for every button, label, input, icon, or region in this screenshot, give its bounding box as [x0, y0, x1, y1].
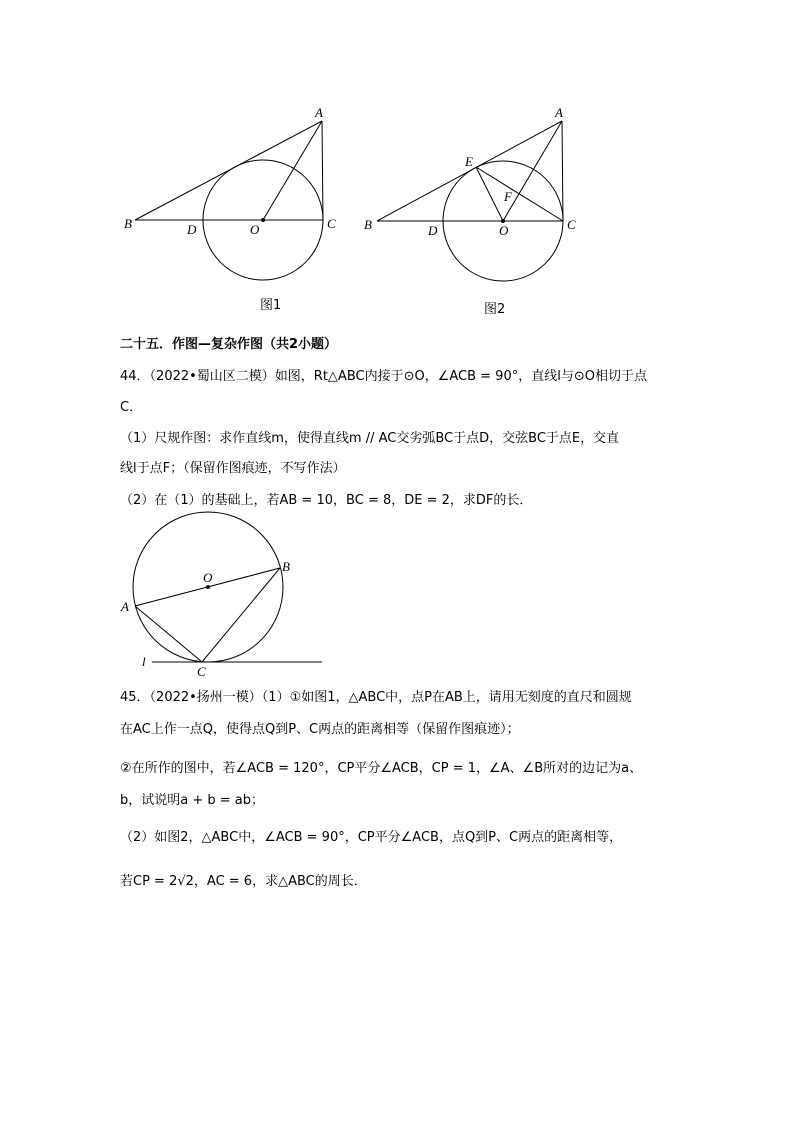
fig2-label-O: O — [499, 223, 509, 238]
fig44-line-BC — [202, 568, 280, 662]
fig2-label-A: A — [555, 105, 563, 120]
fig44-point-O — [206, 585, 210, 589]
problem45-line2: 在AC上作一点Q，使得点Q到P、C两点的距离相等（保留作图痕迹）； — [120, 722, 520, 737]
fig1-label-A: A — [315, 105, 323, 120]
problem45-line4: b，试说明a + b = ab； — [120, 793, 265, 808]
problem44-line1: 44．（2022•蜀山区二模）如图，Rt△ABC内接于⊙O，∠ACB = 90°，直线l与⊙O相切于点 — [120, 369, 647, 384]
fig44-label-A: A — [121, 599, 129, 614]
problem45-line3: ②在所作的图中，若∠ACB = 120°，CP平分∠ACB，CP = 1，∠A、∠B所对的边记为a、 — [120, 761, 643, 776]
fig2-label-C: C — [567, 217, 576, 232]
problem45-line6: 若CP = 2√2，AC = 6，求△ABC的周长． — [120, 874, 367, 889]
fig2-label-F: F — [504, 189, 512, 204]
fig1-label-B: B — [124, 216, 132, 231]
fig1-caption: 图1 — [260, 298, 282, 313]
fig1-label-O: O — [250, 222, 260, 237]
section-title: 二十五．作图—复杂作图（共2小题） — [120, 337, 338, 352]
fig1-label-D: D — [187, 222, 197, 237]
problem45-line1: 45．（2022•扬州一模）（1）①如图1，△ABC中，点P在AB上，请用无刻度的直尺和圆规 — [120, 690, 632, 705]
fig2-caption: 图2 — [484, 302, 506, 317]
fig2-label-D: D — [428, 223, 438, 238]
problem44-line4: 线l于点F；（保留作图痕迹，不写作法） — [120, 461, 346, 476]
problem44-line3: （1）尺规作图：求作直线m，使得直线m // AC交劣弧BC于点D，交弦BC于点E，交直 — [120, 431, 620, 446]
fig1-label-C: C — [327, 216, 336, 231]
fig2-label-B: B — [364, 217, 372, 232]
fig2-label-E: E — [465, 154, 473, 169]
problem44-line5: （2）在（1）的基础上，若AB = 10，BC = 8，DE = 2，求DF的长． — [120, 493, 533, 508]
problem44-line2: C． — [120, 400, 143, 415]
fig44-label-l: l — [142, 654, 146, 669]
problem45-line5: （2）如图2，△ABC中，∠ACB = 90°，CP平分∠ACB，点Q到P、C两点的距离相等， — [120, 830, 623, 845]
fig44-label-B: B — [282, 559, 290, 574]
fig44-label-C: C — [197, 664, 206, 679]
fig44-label-O: O — [203, 570, 213, 585]
